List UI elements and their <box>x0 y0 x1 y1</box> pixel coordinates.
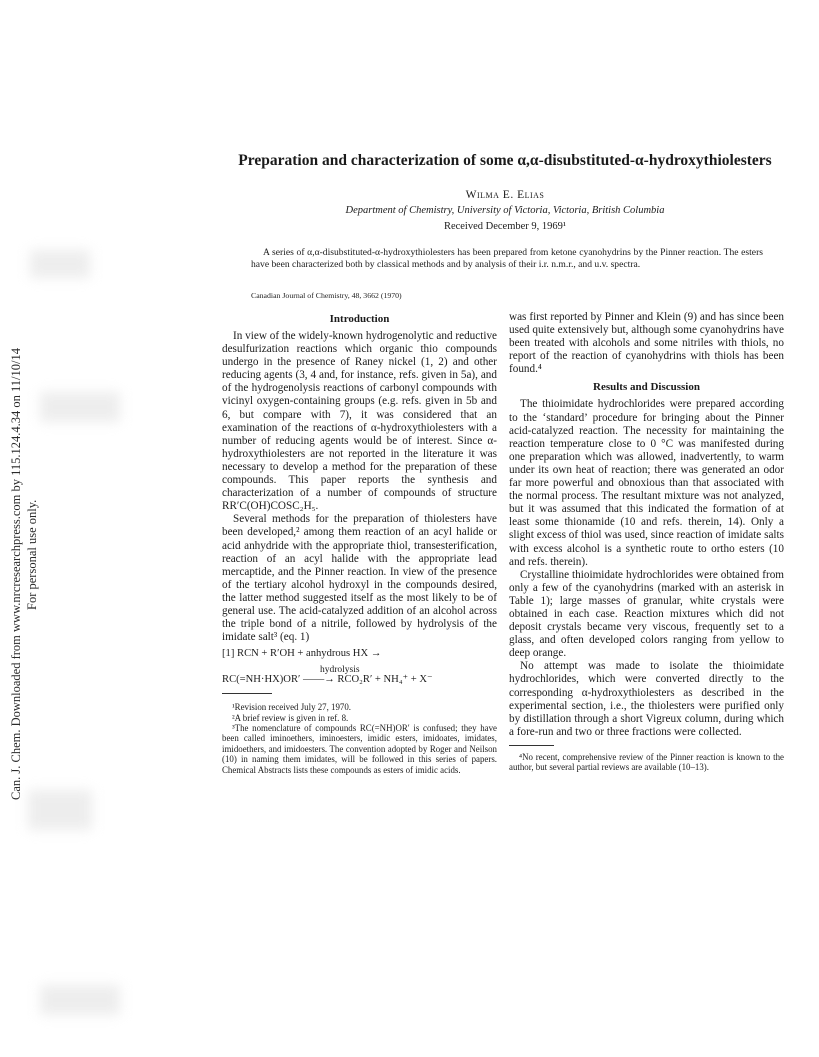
left-column <box>222 311 497 775</box>
paper-title: Preparation and characterization of some α,α-disubstituted-α-hydroxythiolesters <box>238 152 772 169</box>
equation-1-line-1: [1] RCN + R′OH + anhydrous HX → <box>222 648 382 660</box>
watermark-line-1: Can. J. Chem. Downloaded from www.nrcresearchpress.com by 115.124.4.34 on 11/10/14 <box>9 348 23 800</box>
footnote-2: ²A brief review is given in ref. 8. <box>232 712 349 723</box>
right-column <box>509 311 784 773</box>
journal-reference: Canadian Journal of Chemistry, 48, 3662 (1970) <box>251 291 402 300</box>
equation-1-line-2 <box>222 663 497 687</box>
results-paragraph-2: Crystalline thioimidate hydrochlorides were obtained from only a few of the cyanohydrins (marked with an asterisk in Table 1); large masses of granular, white crystals were obtained in each case. Reaction mixtures which did not deposit crystals became very viscous, frequently set to a glass, and often developed colors ranging from yellow to deep orange. <box>509 568 784 660</box>
watermark-text <box>8 348 40 800</box>
footnote-3: ³The nomenclature of compounds RC(=NH)OR′ is confused; they have been called iminoethers, iminoesters, imidic esters, imidoates, imidates, imidoethers, and imidoesters. The convention adopted by Roger and Neilson (10) in naming them imidates, will be followed in this series of papers. Chemical Abstracts lists these compounds as esters of imidic acids. <box>222 723 497 775</box>
equation-products: RC(=NH·HX)OR′ ——→ RCO₂R′ + NH₄⁺ + X⁻ <box>222 674 433 686</box>
equation-arrow-label: hydrolysis <box>320 665 360 676</box>
received-date: Received December 9, 1969¹ <box>443 221 567 232</box>
download-watermark <box>8 180 64 800</box>
section-heading-results: Results and Discussion <box>593 381 700 394</box>
intro-paragraph-continued: was first reported by Pinner and Klein (9) and has since been used quite extensively but, although some cyanohydrins have been treated with alcohols and some nitriles with thiols, no report of the reaction of cyanohydrins with thiols has been found.⁴ <box>509 311 784 376</box>
footnote-4: ⁴No recent, comprehensive review of the Pinner reaction is known to the author, but several partial reviews are available (10–13). <box>509 751 784 773</box>
section-heading-introduction: Introduction <box>329 313 390 325</box>
footnote-divider <box>222 693 272 694</box>
intro-paragraph-1: In view of the widely-known hydrogenolytic and reductive desulfurization reactions which organic thio compounds undergo in the presence of Raney nickel (1, 2) and other reducing agents (3, 4 and, for instance, refs. given in 5a), and of the hydrogenolysis reactions of carbonyl compounds with vicinyl oxygen-containing groups (e.g. refs. given in 5b and 6, but compare with 7), it was considered that an examination of the reactions of α-hydroxythiolesters with a number of reducing agents would be of interest. Since α-hydroxythiolesters are not reported in the literature it was necessary to develop a method for the preparation of these compounds. This paper reports the synthesis and characterization of a number of compounds of structure RR′C(OH)COSC₂H₅. <box>222 330 497 513</box>
scan-smudge <box>40 985 120 1015</box>
footnote-1: ¹Revision received July 27, 1970. <box>232 702 352 713</box>
results-paragraph-1: The thioimidate hydrochlorides were prepared according to the ‘standard’ procedure for bringing about the Pinner acid-catalyzed reaction. The necessity for maintaining the reaction temperature close to 0 °C was manifested during one preparation which was allowed, inadvertently, to warm under its own heat of reaction; there was generated an odor far more powerful and obnoxious than that associated with the normal process. The resultant mixture was not analyzed, but it was assumed that this indicated the formation of at least some thionamide (10 and refs. therein, 14). Only a slight excess of thiol was used, since reaction of imidate salts with excess alcohol is a synthetic route to ortho esters (10 and refs. therein). <box>509 398 784 568</box>
results-paragraph-3: No attempt was made to isolate the thioimidate hydrochlorides, which were converted directly to the corresponding α-hydroxythiolesters as described in the experimental section, i.e., the thiolesters were purified only by distillation through a short Vigreux column, during which a fore-run and two or three fractions were collected. <box>509 660 784 738</box>
watermark-line-2: For personal use only. <box>25 499 39 610</box>
footnote-divider <box>509 745 554 746</box>
author-name: Wilma E. Elias <box>465 189 545 201</box>
intro-paragraph-2: Several methods for the preparation of thiolesters have been developed,² among them reaction of an acyl halide or acid anhydride with the appropriate thiol, transesterification, reaction of an acyl halide with the appropriate lead mercaptide, and the Pinner reaction. In view of the presence of the tertiary alcohol hydroxyl in the compounds desired, the latter method suggested itself as the most likely to be of general use. The acid-catalyzed addition of an alcohol across the triple bond of a nitrile, followed by hydrolysis of the imidate salt³ (eq. 1) <box>222 513 497 644</box>
abstract: A series of α,α-disubstituted-α-hydroxythiolesters has been prepared from ketone cyanohydrins by the Pinner reaction. The esters have been characterized both by classical methods and by analysis of their i.r. n.m.r., and u.v. spectra. <box>251 247 763 270</box>
author-affiliation: Department of Chemistry, University of Victoria, Victoria, British Columbia <box>345 205 665 216</box>
